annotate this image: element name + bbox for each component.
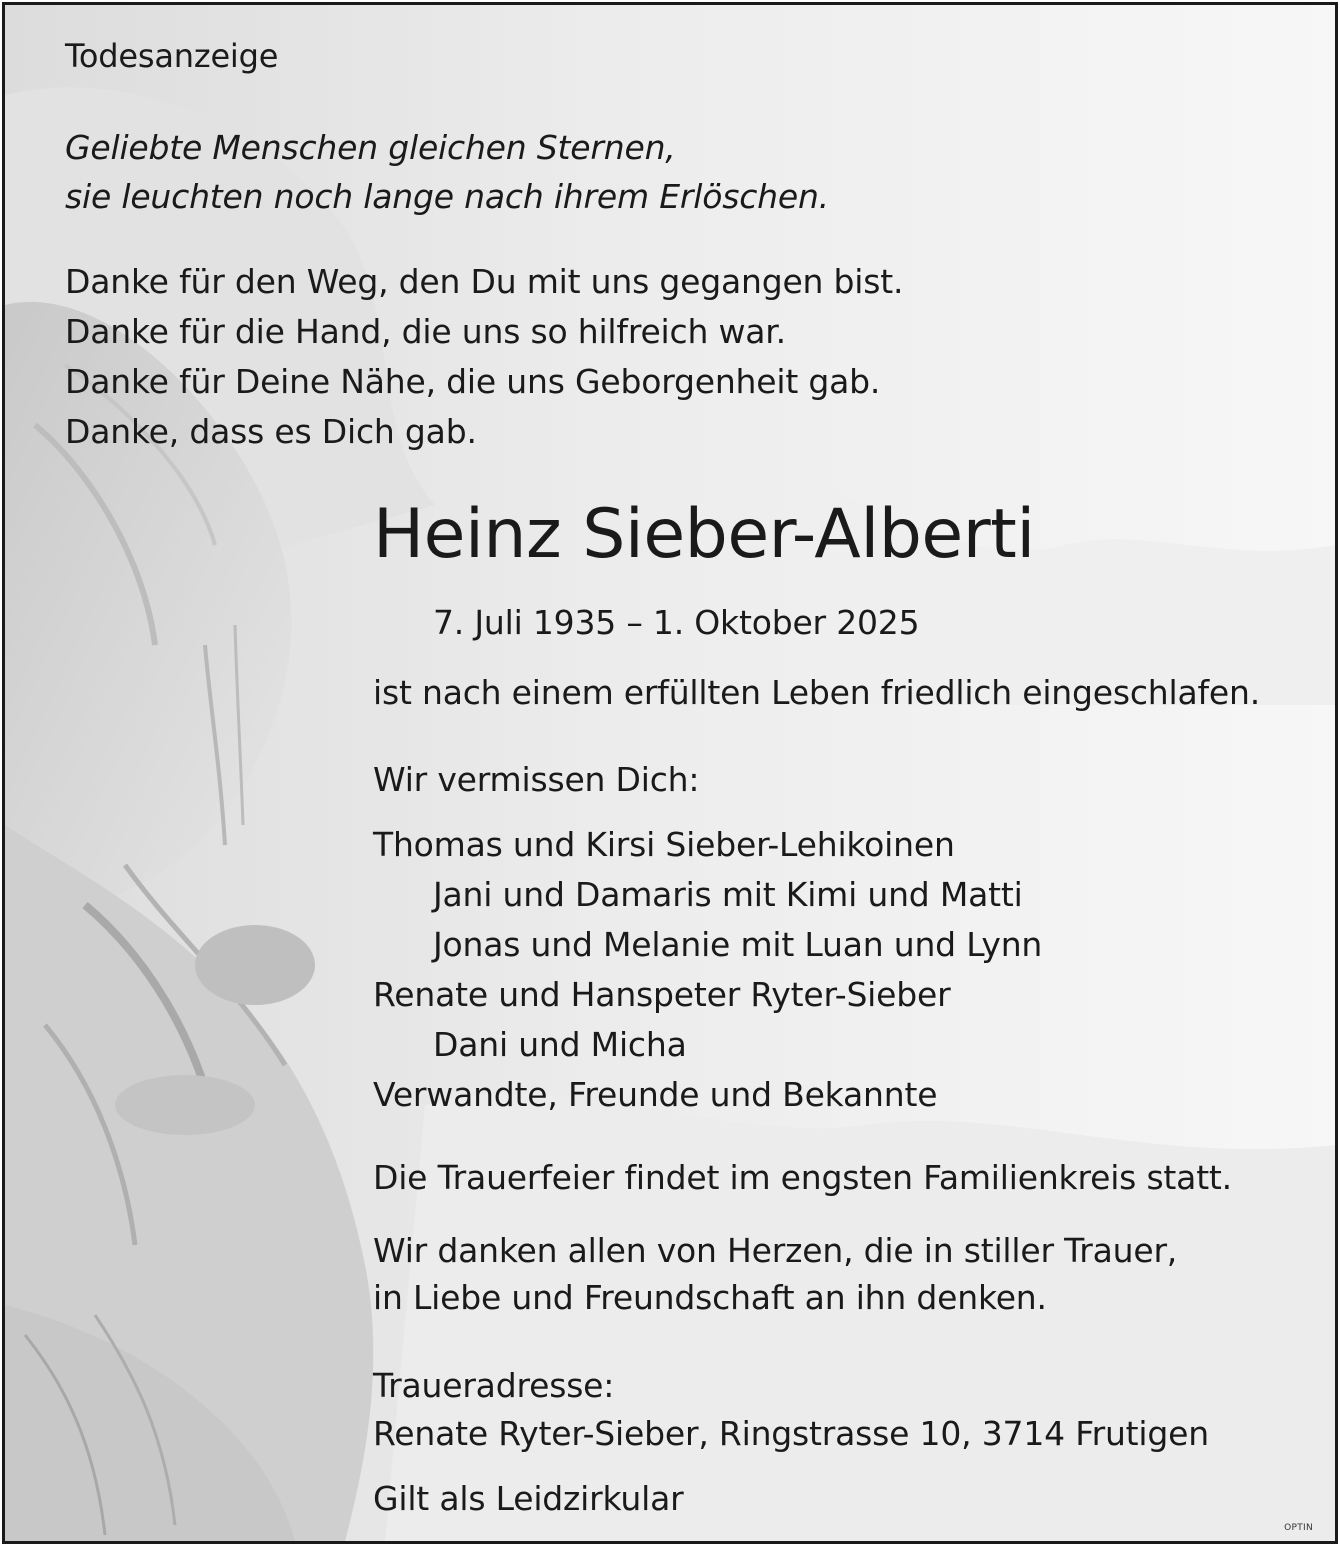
obituary-card: [2, 2, 1338, 1544]
mourning-address: [373, 1362, 1209, 1458]
deceased-name: Heinz Sieber-Alberti: [373, 495, 1035, 574]
thanks-line: Danke für Deine Nähe, die uns Geborgenheit gab.: [65, 362, 881, 401]
passing-statement: ist nach einem erfüllten Leben friedlich eingeschlafen.: [373, 673, 1261, 712]
motto-line: Geliebte Menschen gleichen Sternen,: [65, 128, 676, 167]
mourner-entry: Dani und Micha: [433, 1025, 687, 1064]
gratitude-line: Wir danken allen von Herzen, die in stiller Trauer,: [373, 1231, 1178, 1270]
gratitude-line: in Liebe und Freundschaft an ihn denken.: [373, 1278, 1047, 1317]
thanks-line: Danke für die Hand, die uns so hilfreich war.: [65, 312, 786, 351]
motto-quote: [65, 123, 829, 221]
address-text: Renate Ryter-Sieber, Ringstrasse 10, 3714 Frutigen: [373, 1414, 1209, 1453]
life-dates: 7. Juli 1935 – 1. Oktober 2025: [433, 603, 920, 642]
thanks-line: Danke, dass es Dich gab.: [65, 412, 477, 451]
mourners-intro: Wir vermissen Dich:: [373, 760, 700, 799]
publisher-credit: OPTIN: [1284, 1523, 1313, 1533]
address-label: Traueradresse:: [373, 1366, 615, 1405]
mourner-entry: Renate und Hanspeter Ryter-Sieber: [373, 975, 951, 1014]
thanks-verse: [65, 257, 903, 457]
mourner-entry: Jonas und Melanie mit Luan und Lynn: [433, 925, 1043, 964]
thanks-line: Danke für den Weg, den Du mit uns gegangen bist.: [65, 262, 904, 301]
mourner-entry: Verwandte, Freunde und Bekannte: [373, 1075, 938, 1114]
ceremony-notice: Die Trauerfeier findet im engsten Familienkreis statt.: [373, 1158, 1232, 1197]
motto-line: sie leuchten noch lange nach ihrem Erlöschen.: [65, 177, 829, 216]
gratitude-statement: [373, 1227, 1177, 1321]
mourner-entry: Thomas und Kirsi Sieber-Lehikoinen: [373, 825, 955, 864]
mourner-entry: Jani und Damaris mit Kimi und Matti: [433, 875, 1023, 914]
circular-note: Gilt als Leidzirkular: [373, 1479, 684, 1518]
notice-heading: Todesanzeige: [65, 37, 279, 75]
mourners-list: [373, 820, 1042, 1120]
